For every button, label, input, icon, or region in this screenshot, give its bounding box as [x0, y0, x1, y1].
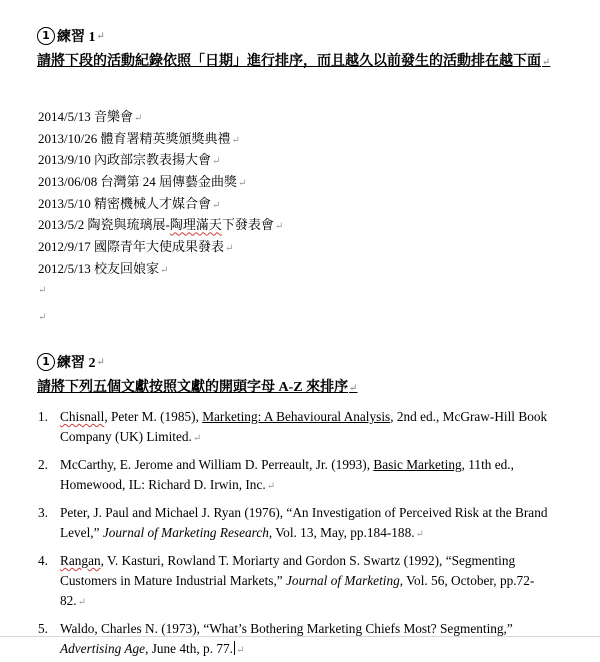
reference-list — [38, 407, 548, 662]
circled-number: 1 — [37, 27, 55, 45]
exercise-1-instruction — [37, 50, 557, 74]
empty-paragraph-mark-icon: ↵ — [38, 312, 47, 323]
exercise-2-title: 練習 2 — [57, 356, 96, 371]
activity-list — [38, 107, 283, 281]
list-item: 2014/5/13 音樂會↵ — [38, 109, 143, 124]
reference-item: 2. McCarthy, E. Jerome and William D. Perreault, Jr. (1993), Basic Marketing, 11th ed., Homewood, IL: Richard D. Irwin, Inc.↵ — [38, 457, 514, 492]
exercise-1-heading — [37, 26, 105, 46]
text-cursor[interactable] — [234, 641, 235, 655]
list-item: 2012/5/13 校友回娘家↵ — [38, 260, 169, 276]
reference-item: 4. Rangan, V. Kasturi, Rowland T. Moriarty and Gordon S. Swartz (1992), “Segmenting Customers in Mature Industrial Markets,” Journal of Marketing, Vol. 56, October, pp.72-82.↵ — [38, 553, 535, 608]
reference-item: 5. Waldo, Charles N. (1973), “What’s Bothering Marketing Chiefs Most? Segmenting,” Advertising Age, June 4th, p. 77. ↵ — [38, 621, 513, 656]
paragraph-mark-icon: ↵ — [133, 113, 143, 124]
spellcheck-underlined-text: 陶理滿天 — [169, 217, 222, 233]
page-bottom-divider — [0, 636, 600, 637]
paragraph-mark-icon: ↵ — [266, 481, 276, 492]
instruction-text: 請將下段的活動紀錄依照「日期」進行排序，而且越久以前發生的活動排在越下面 — [37, 54, 541, 69]
list-item: 2013/10/26 體育署精英獎頒獎典禮↵ — [38, 130, 240, 146]
circled-number: 1 — [37, 353, 55, 371]
paragraph-mark-icon: ↵ — [235, 645, 245, 656]
paragraph-mark-icon: ↵ — [159, 264, 169, 276]
exercise-1-title: 練習 1 — [57, 30, 96, 45]
paragraph-mark-icon: ↵ — [274, 221, 284, 233]
paragraph-mark-icon: ↵ — [96, 356, 105, 368]
paragraph-mark-icon: ↵ — [231, 134, 240, 146]
paragraph-mark-icon: ↵ — [192, 433, 202, 444]
exercise-2-instruction — [37, 376, 557, 400]
list-item: 2013/5/10 精密機械人才媒合會↵ — [38, 195, 221, 211]
paragraph-mark-icon: ↵ — [349, 383, 358, 394]
reference-item: 1. Chisnall, Peter M. (1985), Marketing: A Behavioural Analysis, 2nd ed., McGraw-Hill Book Company (UK) Limited.↵ — [38, 409, 548, 444]
paragraph-mark-icon: ↵ — [77, 597, 87, 608]
list-item: 2013/9/10 內政部宗教表揚大會↵ — [38, 152, 221, 168]
list-item: 2013/06/08 台灣第 24 屆傳藝金曲獎↵ — [38, 174, 247, 190]
paragraph-mark-icon: ↵ — [237, 178, 247, 190]
paragraph-mark-icon: ↵ — [415, 529, 424, 540]
paragraph-mark-icon: ↵ — [211, 199, 221, 211]
paragraph-mark-icon: ↵ — [211, 156, 221, 168]
reference-item: 3. Peter, J. Paul and Michael J. Ryan (1976), “An Investigation of Perceived Risk at the Brand Level,” Journal of Marketing Research, Vol. 13, May, pp.184-188.↵ — [38, 505, 548, 540]
exercise-2-heading — [37, 352, 105, 372]
paragraph-mark-icon: ↵ — [224, 243, 234, 255]
paragraph-mark-icon: ↵ — [96, 30, 105, 42]
empty-paragraph-mark-icon: ↵ — [38, 285, 47, 296]
list-item: 2012/9/17 國際青年大使成果發表↵ — [38, 239, 234, 255]
instruction-text: 請將下列五個文獻按照文獻的開頭字母 A-Z 來排序 — [37, 380, 349, 395]
paragraph-mark-icon: ↵ — [542, 57, 551, 68]
list-item: 2013/5/2 陶瓷與琉璃展-陶理滿天下發表會↵ — [38, 217, 284, 233]
